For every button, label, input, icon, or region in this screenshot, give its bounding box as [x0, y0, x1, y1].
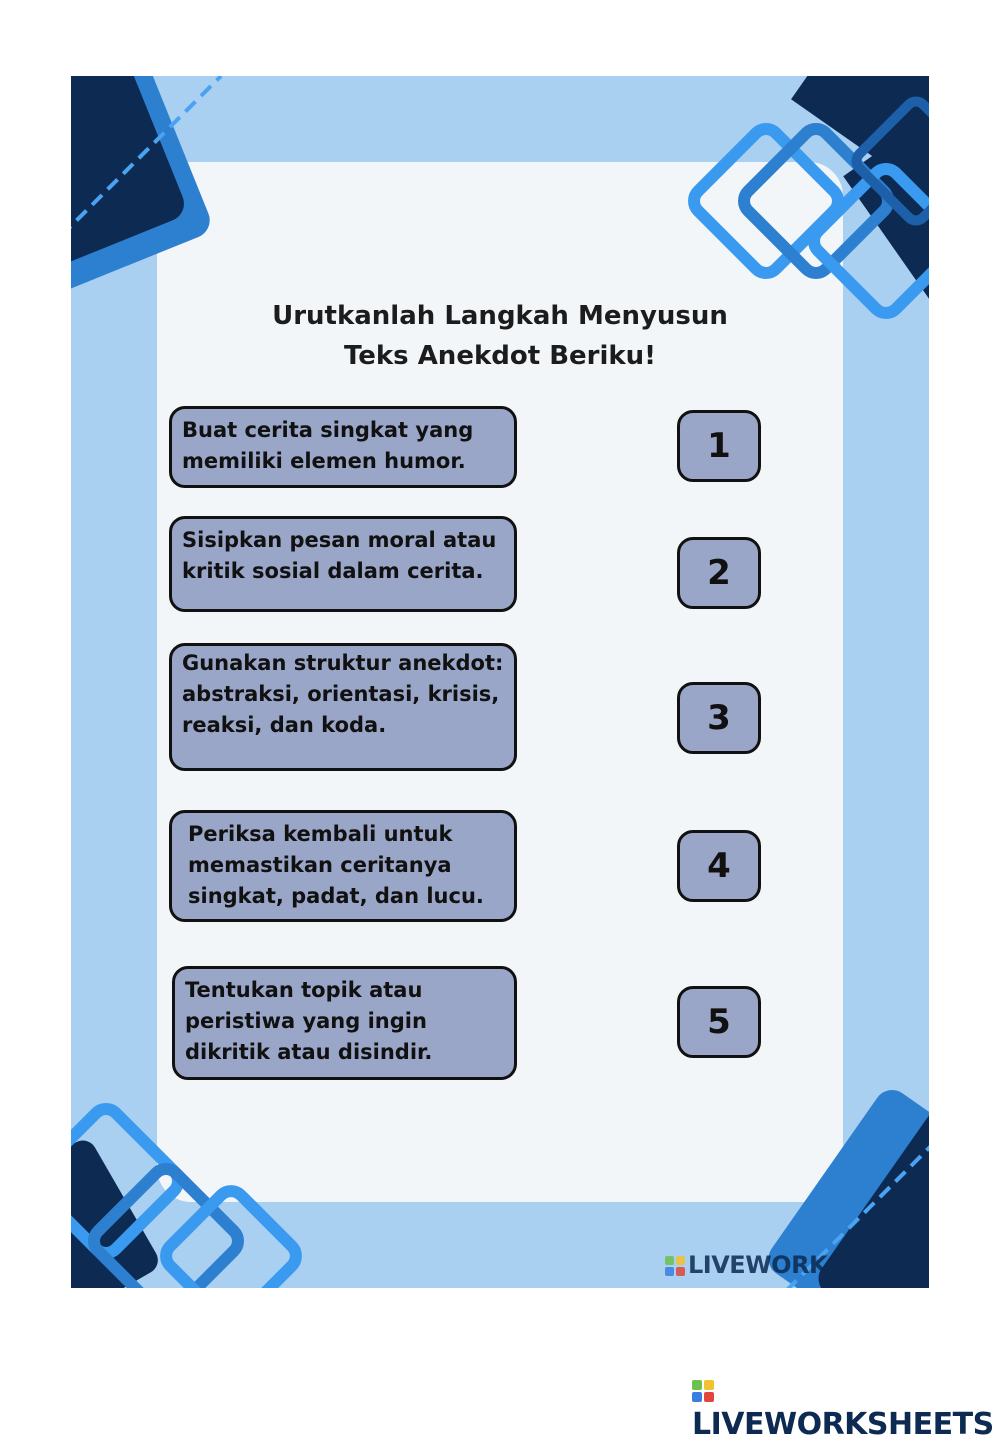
liveworksheets-logo-icon [665, 1256, 685, 1276]
number-box-2[interactable]: 2 [677, 537, 761, 609]
liveworksheets-logo-icon [692, 1380, 714, 1402]
inner-watermark [665, 1251, 928, 1279]
step-card-4[interactable] [169, 810, 517, 922]
worksheet-title [71, 296, 929, 376]
step-text: Buat cerita singkat yang memiliki elemen humor. [182, 418, 474, 473]
number-box-4[interactable]: 4 [677, 830, 761, 902]
footer-watermark[interactable] [692, 1372, 1000, 1442]
step-text: Periksa kembali untuk memastikan ceritanya singkat, padat, dan lucu. [188, 822, 484, 908]
step-card-5[interactable] [172, 966, 517, 1080]
number-box-1[interactable]: 1 [677, 410, 761, 482]
footer-watermark-text: LIVEWORKSHEETS [692, 1407, 994, 1442]
step-card-3[interactable] [169, 643, 517, 771]
top-right-decoration [688, 76, 929, 319]
bottom-left-decoration [71, 1103, 302, 1288]
step-card-1[interactable] [169, 406, 517, 488]
inner-watermark-text: LIVEWORKSHEETS [688, 1251, 928, 1279]
number-box-3[interactable]: 3 [677, 682, 761, 754]
step-text: Gunakan struktur anekdot: abstraksi, orientasi, krisis, reaksi, dan koda. [182, 651, 504, 737]
worksheet-sheet [71, 76, 929, 1288]
step-text: Sisipkan pesan moral atau kritik sosial dalam cerita. [182, 528, 497, 583]
step-card-2[interactable] [169, 516, 517, 612]
title-line-1: Urutkanlah Langkah Menyusun [272, 301, 728, 331]
title-line-2: Teks Anekdot Beriku! [343, 341, 657, 371]
top-left-decoration [71, 76, 221, 301]
step-text: Tentukan topik atau peristiwa yang ingin dikritik atau disindir. [185, 978, 433, 1064]
number-box-5[interactable]: 5 [677, 986, 761, 1058]
